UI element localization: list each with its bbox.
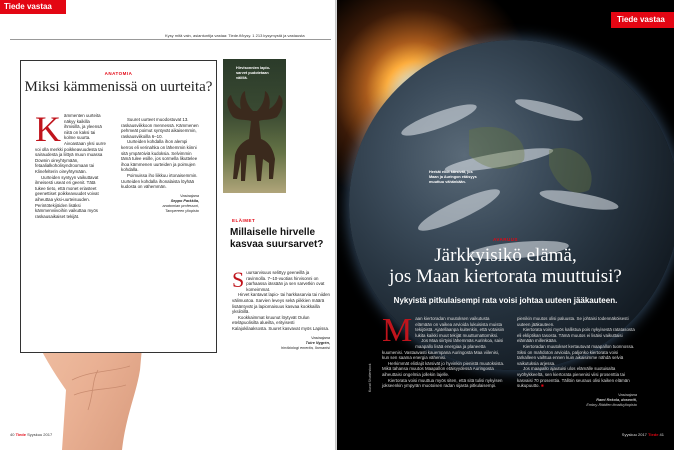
paragraph: Kiertorata voisi muuttua myös siten, että sitä tulisi nykyisen jokseenkin ympyrän muotoisen radan sijasta pitkulaisempi.	[382, 377, 503, 389]
paragraph: Uurteiden syntyyn vaikuttavat ilmeisesti useat eri geenit. Tätä tukee tieto, että monet eriasteet geenettiset poikkeavuudet voivat aiheuttaa yksi-uurteisuuden. Perintötekijöiden lisäksi kämmenviivoihin vaikuttaa myös raskausaikaiset tekijät.	[35, 174, 99, 219]
paragraph: Kiertorata voisi myös kallistua pois nykyisestä ratatasosta eli ekliptikan tasosta. Tämä muutos ei lisäisi vaikuttaisi elämään millenkään.	[517, 327, 635, 344]
paragraph: Poimuissa iho liikkuu irtonaisemmin. Uurteiden kohdalla ihonalaista löyhää kudosta on vähemmän.	[121, 172, 198, 190]
article-deck: Nykyistä pitkulaisempi rata voisi johtaa uuteen jääkauteen.	[393, 296, 618, 305]
moose-caption: Hirvisonnien lapio-sarvet pudotetaan välillä.	[236, 66, 271, 80]
right-page	[337, 0, 674, 450]
credit-line: Tampereen yliopisto	[165, 208, 199, 213]
section-label-bar	[0, 0, 66, 14]
credit-line: Vastaajana	[618, 392, 637, 397]
paragraph: pienikin muutos olisi paluusta. Se johtaisi todennäköisesti uuteen jääkauteen.	[517, 316, 629, 327]
paragraph: aan kiertoradan muutoksen vaikutusta elämään on vaikea arvioida lukuisista muista tekijöistä. Ajatellaanpa kuitenkin, että votaisiin lukita kaikki muut tekijät muuttumattomiksi.	[415, 316, 505, 338]
paragraph-text: Jos maapallo ajautuisi ulos elämälle suotuisalta vyöhykkeeltä, sen kiertorata pienenisi viisi prosenttia tai kasvaisi 70 prosenttia. Tällöin seuraus olisi kaiken elämän sukupuutto.	[517, 366, 630, 389]
paragraph: Hirvet kantavat lapio- tai harkkasarvia tai niiden välimuotoa. Sarvien leveys sekä piikkien määrä lisääntyvät ja lapiomaisuus kasvaa kookkailla yksilöillä.	[232, 292, 331, 315]
footer-issue: Syyskuu 2017	[27, 432, 53, 437]
credit-name: Rami Rekola, dosentti,	[596, 397, 637, 402]
credit-name: Seppo Parkkila,	[170, 198, 199, 203]
page-number: 40	[10, 432, 15, 437]
page-number: 41	[659, 432, 664, 437]
footer-brand: Tiede	[648, 432, 659, 437]
article-column-1	[35, 109, 107, 219]
paragraph	[517, 366, 637, 388]
paragraph: Suuret uurteet muodostuvat 13. raskausviikkoon mennessä. Kämmenen pehmeät poimut syntyvät aikaisemmin, raskausviikoilla 6–10.	[121, 117, 199, 139]
paragraph: ämmenten uurteita näkyy kaikilla ihmisillä, ja yleensä niitä on kaksi tai kolme suurta. Aivoastaan yksi uurre voi olla merkki poikkeavuudesta tai sairaudesta ja liittyä muun muassa Downin oireyhtymään, fetaalialkoholisyndroomaan tai Klinefelterin oireyhtymään.	[35, 113, 106, 174]
paragraph: uursarvisuus selittyy geeneillä ja ravinnolla. 7–10-vuotias hirvisonni on parhaassa iässään ja sen sarvetkin ovat komeimmat.	[246, 270, 325, 292]
end-mark-icon: ■	[540, 383, 544, 389]
article-kicker: AVARUUS	[492, 237, 519, 242]
article-column-1	[382, 312, 507, 389]
article-palm-creases	[20, 60, 217, 353]
credit-line: Vastaajana	[180, 193, 199, 198]
ask-line: Kysy mitä vain, asiantuntija vastaa: Tiede.fi/kysy. 1 213 kysymystä ja vastausta	[165, 33, 305, 38]
article-column-2	[517, 316, 637, 408]
page-footer	[10, 432, 52, 437]
credit-line: Embry-Riddlen ilmailuyliopisto	[586, 402, 637, 407]
dropcap: K	[35, 109, 61, 149]
photo-credit: Kuvat Shutterstock	[368, 363, 372, 392]
footer-issue: Syyskuu 2017	[621, 432, 647, 437]
section-label: Tiede vastaa	[617, 15, 665, 24]
paragraph: Jos Maa siirtyisi lähemmäs Aurinkoa, saisi maapallo lisää energiaa ja planeetta kuumenisi. Vastaavasti kauempana Auringosta Maa viilenisi, kun sen saama energia vähenisi.	[382, 338, 504, 361]
title-line-2: jos Maan kiertorata muuttuisi?	[389, 266, 622, 287]
page-spine	[335, 0, 339, 450]
paragraph: Uurteiden kohdalla ihon alempi kerros eli verinahka on lähemmin kiinni sitä ympäröiviä kudoksia. Selvimmin tämä tulee esille, jos sormella likuttelee ihoa kämmenen uurteiden ja poimujen kohdalla.	[121, 139, 198, 173]
footer-brand: Tiede	[15, 432, 26, 437]
paragraph: Herkimmät eliölajit kärsivät jo hyvinkin pienistä muutoksista. Mikä tahansa muutos Maapallon etäisyydessä Auringosta aiheuttaisi ongelmia jollekin lajelle.	[382, 360, 505, 377]
earth-caption: Herkät eliöt kärsivät, jos Maan ja Auringon etäisyys muuttuu vähänkään.	[429, 170, 477, 184]
dropcap: S	[232, 267, 245, 292]
article-kicker: ELÄIMET	[232, 218, 256, 223]
credit-line: anatomian professori,	[162, 203, 199, 208]
credit-line: hirvibiologi emerita, Ilomantsi	[281, 345, 330, 350]
article-moose-body	[232, 267, 331, 351]
answerer-credit	[121, 194, 199, 214]
article-title: Miksi kämmenissä on uurteita?	[24, 79, 213, 95]
article-title: Millaiselle hirvelle kasvaa suursarvet?	[230, 227, 324, 250]
credit-name: Tuire Nygrén,	[305, 340, 330, 345]
title-line-1: Järkkyisikö elämä,	[434, 245, 577, 266]
credit-line: Vastaajana	[311, 335, 330, 340]
article-column-2	[121, 117, 199, 214]
answerer-credit	[232, 336, 330, 351]
top-rule	[10, 39, 331, 40]
article-kicker: ANATOMIA	[104, 71, 133, 76]
paragraph: Kookkaimmat kruunut löytyvät Oulun eteläpuolisilta alueilta, erityisesti Kalajokilaaksosta. Suuret kasvavat myös Lapissa.	[232, 314, 330, 331]
paragraph: Kiertoradan muutokset kertautuvat maapallon tuonnossa. Siksi on mahdoton arvioida, paljonko kiertorata voisi tarkalleen vaihtua ennen kuin aikaisimme nähdä selviä vaikutuksia arjessa.	[517, 343, 635, 366]
dropcap: M	[382, 312, 413, 349]
section-label: Tiede vastaa	[4, 2, 52, 11]
article-title	[337, 245, 674, 287]
page-footer	[622, 432, 664, 437]
section-label-bar	[611, 12, 674, 28]
answerer-credit	[517, 393, 637, 408]
